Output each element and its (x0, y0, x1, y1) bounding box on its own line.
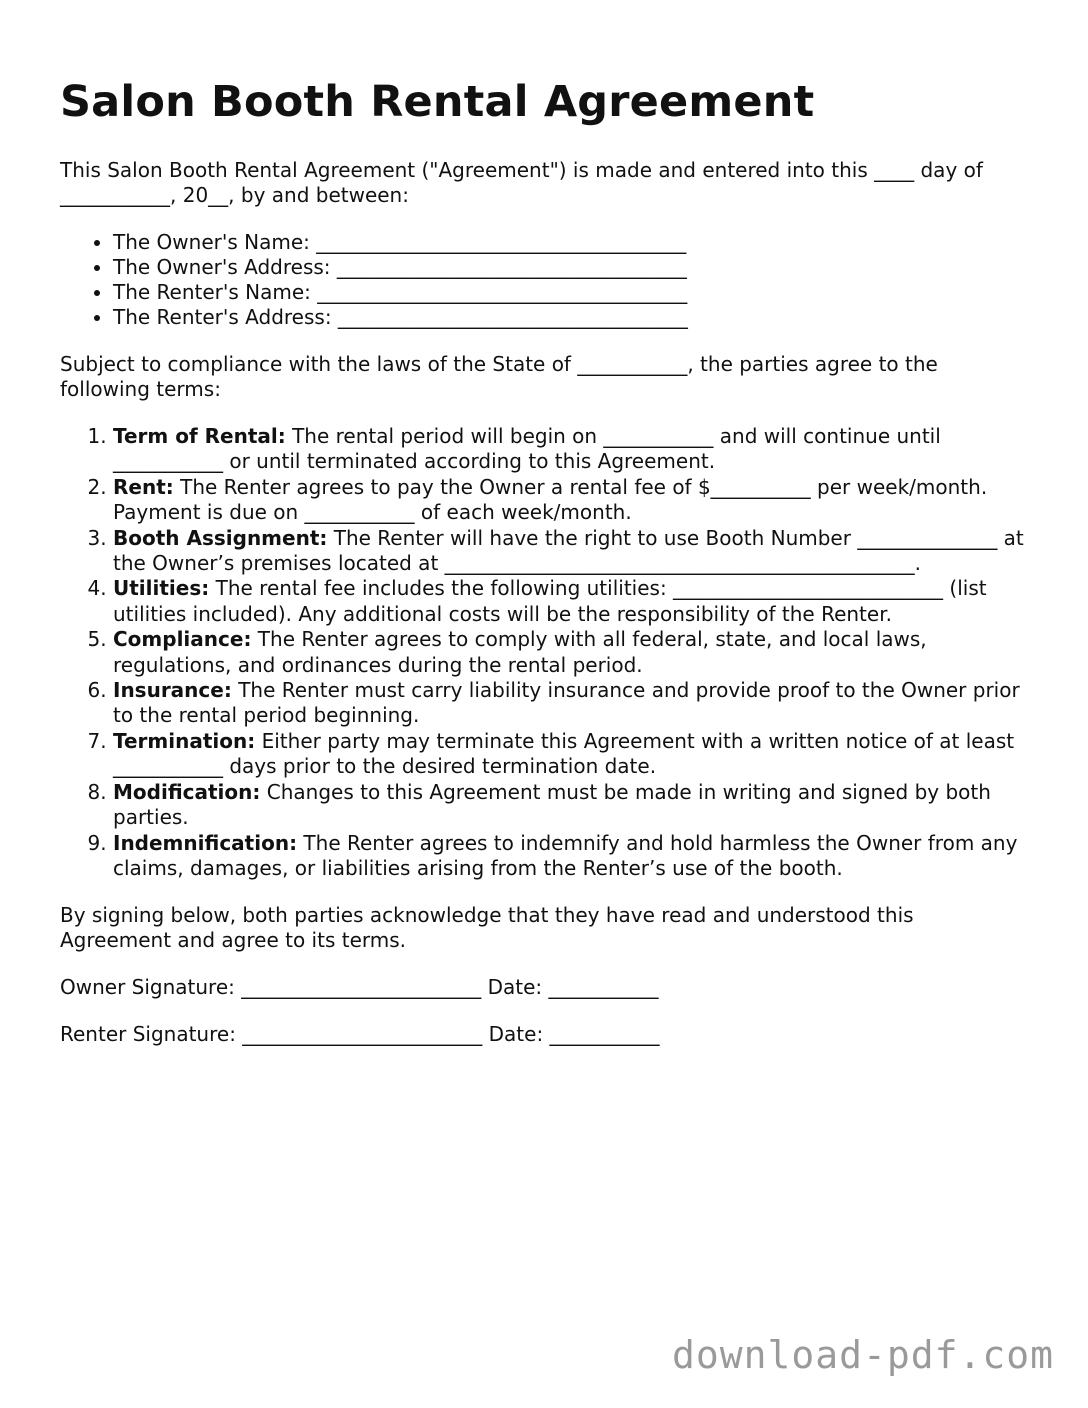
term-heading: Term of Rental: (113, 424, 286, 448)
renter-signature-line: Renter Signature: ________________________ Date: ___________ (60, 1022, 660, 1047)
term-item (113, 780, 1030, 831)
term-item (113, 526, 1030, 577)
owner-signature-line: Owner Signature: ________________________ Date: ___________ (60, 975, 659, 1000)
intro-paragraph: This Salon Booth Rental Agreement ("Agreement") is made and entered into this ____ day of ___________, 20__, by and between: (60, 158, 983, 207)
owner-name-line: • The Owner's Name: _____________________________________ (113, 230, 1030, 255)
term-heading: Booth Assignment: (113, 525, 328, 550)
term-text: The Renter agrees to indemnify and hold harmless the Owner from any claims, damages, or liabilities arising from the Renter’s use of the booth. (113, 830, 1018, 880)
term-heading: Utilities: (113, 576, 210, 601)
term-text: The rental fee includes the following utilities: ___________________________ (list utilities included). Any additional costs will be the responsibility of the Renter. (113, 576, 987, 626)
term-item (113, 831, 1030, 882)
renter-address-line: • The Renter's Address: ___________________________________ (113, 305, 1030, 330)
watermark: download-pdf.com (671, 1333, 1054, 1377)
term-heading: Modification: (113, 779, 261, 804)
parties-list (60, 230, 1030, 330)
term-item (113, 576, 1030, 627)
renter-name-line: • The Renter's Name: _____________________________________ (113, 280, 1030, 305)
term-text: The Renter will have the right to use Booth Number ______________ at the Owner’s premises located at _______________________________________________. (113, 525, 1024, 576)
term-item (113, 424, 1030, 475)
term-item (113, 729, 1030, 780)
terms-list (60, 424, 1030, 881)
term-item (113, 475, 1030, 526)
acknowledgement-paragraph: By signing below, both parties acknowledge that they have read and understood this Agreement and agree to its terms. (60, 903, 914, 953)
document-page (60, 76, 1030, 1047)
term-heading: Rent: (113, 474, 174, 499)
document-title: Salon Booth Rental Agreement (60, 77, 815, 127)
term-heading: Compliance: (113, 627, 252, 652)
subject-paragraph: Subject to compliance with the laws of the State of ___________, the parties agree to the following terms: (60, 352, 938, 401)
term-heading: Indemnification: (113, 830, 298, 855)
term-heading: Termination: (113, 728, 256, 753)
term-text: Either party may terminate this Agreement with a written notice of at least ___________ days prior to the desired termination date. (113, 728, 1015, 779)
term-text: The rental period will begin on ___________ and will continue until ___________ or until terminated according to this Agreement. (113, 424, 941, 474)
term-heading: Insurance: (113, 678, 232, 703)
owner-address-line: • The Owner's Address: ___________________________________ (113, 255, 1030, 280)
term-text: The Renter must carry liability insurance and provide proof to the Owner prior to the rental period beginning. (113, 678, 1020, 728)
term-item (113, 627, 1030, 678)
term-item (113, 678, 1030, 729)
term-text: Changes to this Agreement must be made in writing and signed by both parties. (113, 779, 991, 830)
term-text: The Renter agrees to comply with all federal, state, and local laws, regulations, and ordinances during the rental period. (113, 627, 927, 677)
term-text: The Renter agrees to pay the Owner a rental fee of $__________ per week/month. Payment is due on ___________ of each week/month. (113, 474, 988, 525)
